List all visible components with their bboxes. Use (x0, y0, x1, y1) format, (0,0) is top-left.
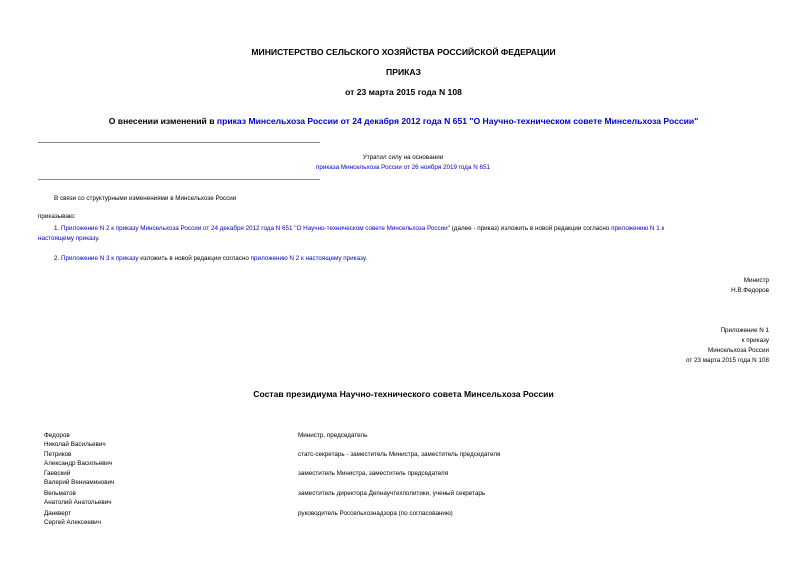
member-role: Министр, председатель (298, 432, 368, 439)
member-given-name: Александр Васильевич (44, 460, 113, 467)
document-title (0, 116, 807, 126)
appendix-line-2: к приказу (741, 337, 769, 344)
member-surname: Данкверт (44, 510, 72, 517)
notice-bottom-rule (38, 179, 320, 180)
member-surname: Федоров (44, 432, 70, 439)
member-given-name: Сергей Алексеевич (44, 519, 101, 526)
repeal-order-link[interactable]: приказа Минсельхоза России от 26 ноября 2019 года N 651 (315, 164, 491, 171)
item-2-end: . (365, 255, 368, 262)
item-2-number: 2. (54, 255, 62, 262)
item-1-appendix1-link-a[interactable]: приложению N 1 к (611, 225, 665, 232)
item-2 (54, 254, 367, 264)
signature-position: Министр (743, 277, 769, 284)
order-word: приказываю: (38, 213, 76, 220)
notice-link-wrap (240, 163, 566, 173)
item-1-number: 1. (54, 225, 62, 232)
item-1-line-1 (54, 224, 770, 234)
member-role: статс-секретарь - заместитель Министра, заместитель председателя (298, 451, 501, 458)
item-1-middle: (далее - приказ) изложить в новой редакции согласно (449, 225, 612, 232)
appendix-line-4: от 23 марта 2015 года N 108 (685, 357, 769, 364)
item-1-end: . (97, 235, 100, 242)
item-2-appendix2-link[interactable]: приложению N 2 к настоящему приказу (250, 255, 366, 262)
item-2-middle: изложить в новой редакции согласно (138, 255, 251, 262)
member-given-name: Анатолий Анатольевич (44, 499, 112, 506)
item-1-appendix-link[interactable]: Приложение N 2 к приказу Минсельхоза России от 24 декабря 2012 года N 651 "О Научно-техническом совете Минсельхоза России" (61, 225, 450, 232)
ministry-heading: МИНИСТЕРСТВО СЕЛЬСКОГО ХОЗЯЙСТВА РОССИЙСКОЙ ФЕДЕРАЦИИ (251, 47, 556, 57)
member-surname: Петриков (44, 451, 72, 458)
member-role: заместитель Министра, заместитель председателя (298, 470, 449, 477)
notice-line: Утратил силу на основании (362, 154, 444, 161)
signature-name: Н.В.Федоров (731, 287, 769, 294)
member-role: заместитель директора Депнаучтехполитики, ученый секретарь (298, 490, 486, 497)
composition-title: Состав президиума Научно-технического совета Минсельхоза России (253, 389, 554, 399)
member-role: руководитель Россельхознадзора (по согласованию) (298, 510, 453, 517)
notice-top-rule (38, 142, 320, 143)
title-order-link[interactable]: приказ Минсельхоза России от 24 декабря 2012 года N 651 "О Научно-техническом совете Минсельхоза России" (216, 116, 699, 126)
member-given-name: Николай Васильевич (44, 441, 106, 448)
title-prefix: О внесении изменений в (108, 116, 217, 126)
item-2-appendix3-link[interactable]: Приложение N 3 к приказу (61, 255, 139, 262)
date-number-heading: от 23 марта 2015 года N 108 (345, 87, 462, 97)
member-surname: Гаевский (44, 470, 71, 477)
appendix-line-1: Приложение N 1 (720, 327, 769, 334)
item-1-appendix1-link-b[interactable]: настоящему приказу (38, 235, 98, 242)
member-given-name: Валерий Вениаминович (44, 479, 115, 486)
member-surname: Вельматов (44, 490, 76, 497)
doc-type-heading: ПРИКАЗ (386, 67, 421, 77)
intro-text: В связи со структурными изменениями в Минсельхозе России (54, 195, 237, 202)
appendix-line-3: Минсельхоза России (707, 347, 769, 354)
item-1-line-2 (38, 234, 100, 244)
